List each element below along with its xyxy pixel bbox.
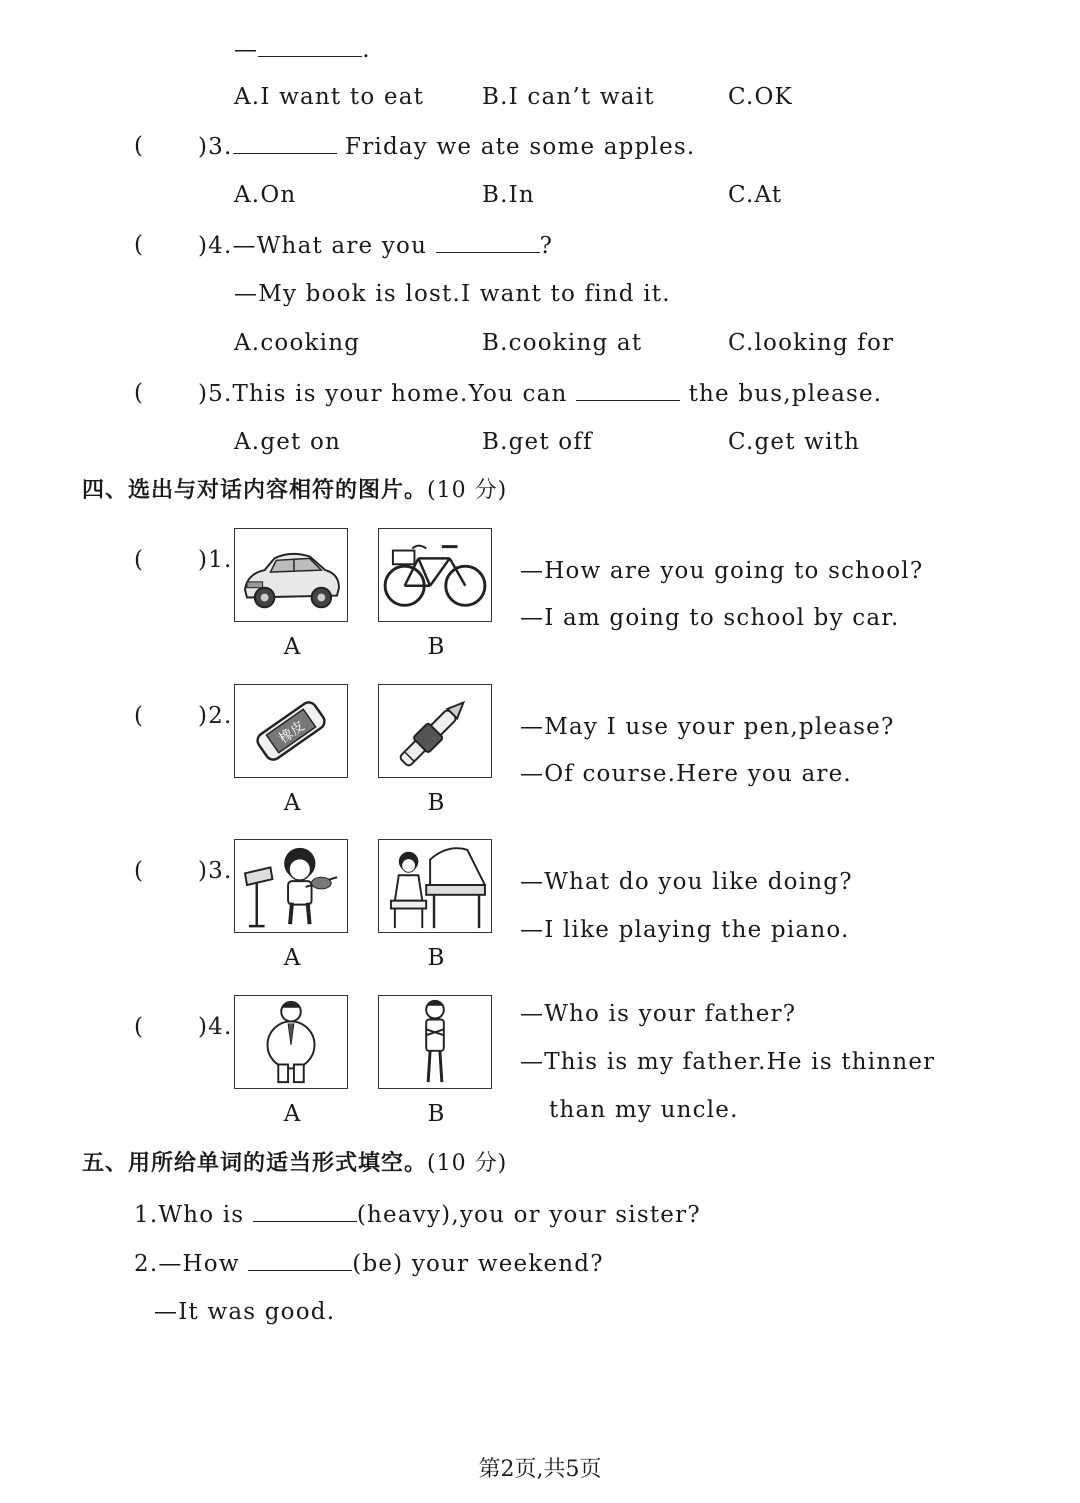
question-text-end: (be) your weekend? (352, 1251, 604, 1277)
item-number: )1. (198, 547, 233, 573)
dash: — (234, 37, 259, 63)
label-a: A (283, 1101, 301, 1127)
q5-option-b: B.get off (482, 429, 593, 455)
q3-option-b: B.In (482, 182, 535, 208)
question-text: 1.Who is (134, 1202, 245, 1228)
q3-option-c: C.At (728, 182, 783, 208)
answer-blank[interactable] (253, 1199, 357, 1222)
fill-question-2 (134, 1248, 604, 1279)
label-b: B (427, 1101, 445, 1127)
label-a: A (283, 945, 301, 971)
picture-b-piano[interactable] (378, 839, 492, 933)
answer-paren[interactable]: ( (134, 1014, 143, 1040)
item-number: )2. (198, 703, 233, 729)
picture-b-pen[interactable] (378, 684, 492, 778)
dialog-line: —May I use your pen,please? (520, 714, 895, 740)
question-2-answer-line (234, 34, 371, 65)
q4-option-a: A.cooking (234, 330, 361, 356)
q2-option-b: B.I can’t wait (482, 84, 655, 110)
q5-option-c: C.get with (728, 429, 861, 455)
answer-blank[interactable] (436, 230, 540, 253)
picture-a-heavy-man[interactable] (234, 995, 348, 1089)
dialog-line: —This is my father.He is thinner (520, 1049, 936, 1075)
answer-paren[interactable]: ( (134, 133, 143, 159)
question-text: 2.—How (134, 1251, 240, 1277)
q3-option-a: A.On (234, 182, 297, 208)
question-text-end: the bus,please. (688, 381, 883, 407)
answer-blank[interactable] (258, 34, 362, 57)
label-a: A (283, 790, 301, 816)
pen-icon (379, 685, 491, 777)
dialog-line: —What do you like doing? (520, 869, 853, 895)
answer-paren[interactable]: ( (134, 547, 143, 573)
period: . (362, 37, 371, 63)
label-b: B (427, 945, 445, 971)
question-5 (198, 378, 882, 409)
points: (10 分) (427, 478, 508, 503)
page-footer: 第2页,共5页 (478, 1457, 602, 1482)
points: (10 分) (427, 1151, 508, 1176)
dialog-line: —Who is your father? (520, 1001, 797, 1027)
answer-paren[interactable]: ( (134, 858, 143, 884)
fill-question-2-reply: —It was good. (154, 1299, 336, 1325)
eraser-label: 橡皮 (276, 718, 308, 747)
thin-man-icon (379, 996, 491, 1088)
heading-text: 五、用所给单词的适当形式填空。 (82, 1151, 428, 1176)
eraser-icon (235, 685, 347, 777)
question-number: )3. (198, 134, 233, 160)
fill-question-1 (134, 1199, 701, 1230)
question-4-reply: —My book is lost.I want to find it. (234, 281, 671, 307)
q4-option-b: B.cooking at (482, 330, 643, 356)
question-text: )5.This is your home.You can (198, 381, 568, 407)
question-text-end: (heavy),you or your sister? (356, 1202, 701, 1228)
question-3 (198, 131, 695, 162)
question-text: )4.—What are you (198, 233, 428, 259)
picture-a-eraser[interactable] (234, 684, 348, 778)
picture-b-thin-man[interactable] (378, 995, 492, 1089)
section-5-heading (82, 1149, 507, 1179)
dialog-line: than my uncle. (549, 1097, 739, 1123)
q2-option-c: C.OK (728, 84, 793, 110)
heading-text: 四、选出与对话内容相符的图片。 (82, 478, 428, 503)
q4-option-c: C.looking for (728, 330, 895, 356)
question-text: Friday we ate some apples. (345, 134, 696, 160)
question-4 (198, 230, 553, 261)
q2-option-a: A.I want to eat (234, 84, 425, 110)
q5-option-a: A.get on (234, 429, 342, 455)
car-icon (235, 529, 347, 621)
dialog-line: —I am going to school by car. (520, 605, 900, 631)
answer-blank[interactable] (248, 1248, 352, 1271)
label-b: B (427, 634, 445, 660)
piano-girl-icon (379, 840, 491, 932)
bicycle-icon (379, 529, 491, 621)
section-4-heading (82, 476, 507, 506)
dialog-line: —How are you going to school? (520, 558, 924, 584)
label-b: B (427, 790, 445, 816)
dialog-line: —I like playing the piano. (520, 917, 850, 943)
dialog-line: —Of course.Here you are. (520, 761, 852, 787)
answer-blank[interactable] (576, 378, 680, 401)
picture-b-bicycle[interactable] (378, 528, 492, 622)
item-number: )3. (198, 858, 233, 884)
answer-paren[interactable]: ( (134, 232, 143, 258)
picture-a-violin[interactable] (234, 839, 348, 933)
answer-paren[interactable]: ( (134, 380, 143, 406)
question-mark: ? (539, 233, 554, 259)
violin-boy-icon (235, 840, 347, 932)
answer-paren[interactable]: ( (134, 703, 143, 729)
heavy-man-icon (235, 996, 347, 1088)
item-number: )4. (198, 1014, 233, 1040)
label-a: A (283, 634, 301, 660)
picture-a-car[interactable] (234, 528, 348, 622)
answer-blank[interactable] (233, 131, 337, 154)
